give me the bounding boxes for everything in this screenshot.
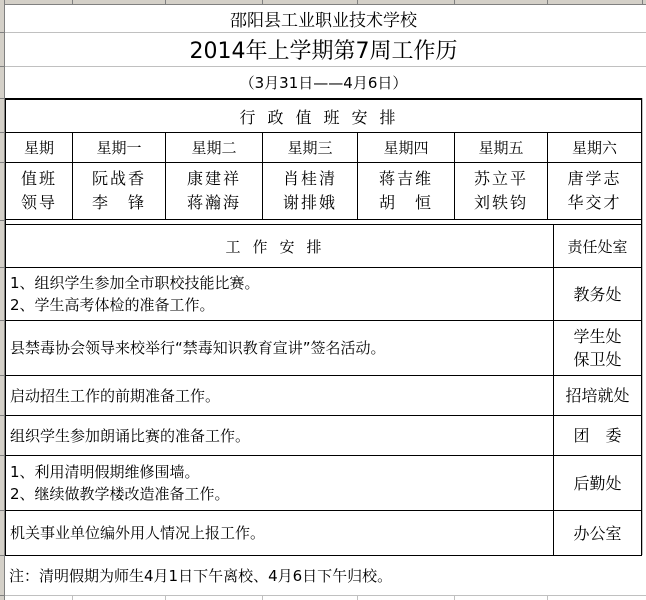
work-header-task: 工作安排 bbox=[225, 237, 334, 256]
weekday-friday: 星期五 bbox=[478, 139, 524, 157]
weekday-tuesday: 星期二 bbox=[191, 139, 237, 157]
duty-name: 苏立平 bbox=[473, 169, 528, 188]
duty-names-tuesday bbox=[166, 163, 262, 219]
task-row bbox=[6, 321, 553, 375]
dept-name: 后勤处 bbox=[573, 473, 622, 493]
duty-name: 谢排娥 bbox=[282, 193, 337, 212]
work-header-dept: 责任处室 bbox=[567, 237, 628, 256]
row-divider[interactable] bbox=[0, 66, 4, 67]
row-divider[interactable] bbox=[0, 98, 4, 99]
dept-cell bbox=[554, 268, 641, 320]
row-divider[interactable] bbox=[0, 320, 4, 321]
dept-name: 招培就处 bbox=[565, 386, 630, 405]
task-row bbox=[6, 511, 553, 555]
dept-name: 办公室 bbox=[573, 523, 622, 543]
task-item: 机关事业单位编外用人情况上报工作。 bbox=[10, 524, 266, 542]
duty-name: 华交才 bbox=[567, 193, 622, 212]
dept-cell bbox=[554, 456, 641, 510]
duty-name: 胡 恒 bbox=[378, 193, 433, 212]
task-item: 组织学生参加朗诵比赛的准备工作。 bbox=[10, 426, 251, 445]
row-divider[interactable] bbox=[0, 415, 4, 416]
dept-cell bbox=[554, 511, 641, 555]
duty-names-wednesday bbox=[263, 163, 357, 219]
holiday-note: 注：清明假期为师生4月1日下午离校、4月6日下午归校。 bbox=[9, 567, 393, 585]
row-divider[interactable] bbox=[0, 455, 4, 456]
dept-name: 教务处 bbox=[573, 284, 622, 304]
duty-name: 李 锋 bbox=[91, 193, 146, 212]
duty-name: 刘轶钧 bbox=[473, 193, 528, 212]
row-divider[interactable] bbox=[0, 375, 4, 376]
task-item: 1、组织学生参加全市职校技能比赛。 bbox=[10, 274, 260, 292]
task-row bbox=[6, 416, 553, 455]
task-item: 2、继续做教学楼改造准备工作。 bbox=[10, 485, 230, 503]
row-divider[interactable] bbox=[0, 162, 4, 163]
weekday-thursday: 星期四 bbox=[383, 139, 429, 157]
dept-name: 团 委 bbox=[573, 426, 622, 445]
task-item: 1、利用清明假期维修围墙。 bbox=[10, 463, 200, 481]
weekday-saturday: 星期六 bbox=[571, 139, 617, 157]
duty-name: 肖桂清 bbox=[282, 169, 337, 188]
duty-section-title: 行政值班安排 bbox=[239, 107, 408, 127]
row-divider[interactable] bbox=[0, 595, 4, 596]
duty-name: 康建祥 bbox=[186, 169, 241, 188]
row-divider[interactable] bbox=[0, 220, 4, 221]
duty-names-saturday bbox=[548, 163, 641, 219]
dept-cell bbox=[554, 416, 641, 455]
dept-name: 保卫处 bbox=[573, 350, 622, 369]
duty-name: 阮战香 bbox=[91, 169, 146, 188]
row-divider[interactable] bbox=[0, 32, 4, 33]
school-name: 邵阳县工业职业技术学校 bbox=[230, 10, 417, 31]
task-item: 县禁毒协会领导来校举行“禁毒知识教育宣讲”签名活动。 bbox=[10, 339, 386, 357]
weekday-wednesday: 星期三 bbox=[287, 139, 333, 157]
dept-cell bbox=[554, 376, 641, 415]
duty-name: 唐学志 bbox=[567, 169, 622, 188]
row-divider[interactable] bbox=[0, 132, 4, 133]
row-divider[interactable] bbox=[0, 555, 4, 556]
weekday-label: 星期 bbox=[23, 139, 54, 157]
row-divider[interactable] bbox=[0, 510, 4, 511]
leader-label-line: 值班 bbox=[20, 169, 57, 188]
dept-name: 学生处 bbox=[573, 327, 622, 346]
duty-names-friday bbox=[455, 163, 547, 219]
duty-names-thursday bbox=[358, 163, 454, 219]
duty-names-monday bbox=[73, 163, 165, 219]
column-divider[interactable] bbox=[642, 0, 643, 4]
duty-name: 蒋吉维 bbox=[378, 169, 433, 188]
dept-cell bbox=[554, 321, 641, 375]
leader-label bbox=[6, 163, 72, 219]
duty-name: 蒋瀚海 bbox=[186, 193, 241, 212]
date-range: （3月31日——4月6日） bbox=[239, 73, 408, 92]
task-item: 2、学生高考体检的准备工作。 bbox=[10, 296, 215, 314]
leader-label-line: 领导 bbox=[20, 193, 57, 212]
task-row bbox=[6, 268, 553, 320]
page-title: 2014年上学期第7周工作历 bbox=[189, 38, 458, 64]
task-row bbox=[6, 376, 553, 415]
weekday-monday: 星期一 bbox=[96, 139, 142, 157]
row-divider[interactable] bbox=[0, 267, 4, 268]
task-item: 启动招生工作的前期准备工作。 bbox=[10, 386, 221, 405]
task-row bbox=[6, 456, 553, 510]
